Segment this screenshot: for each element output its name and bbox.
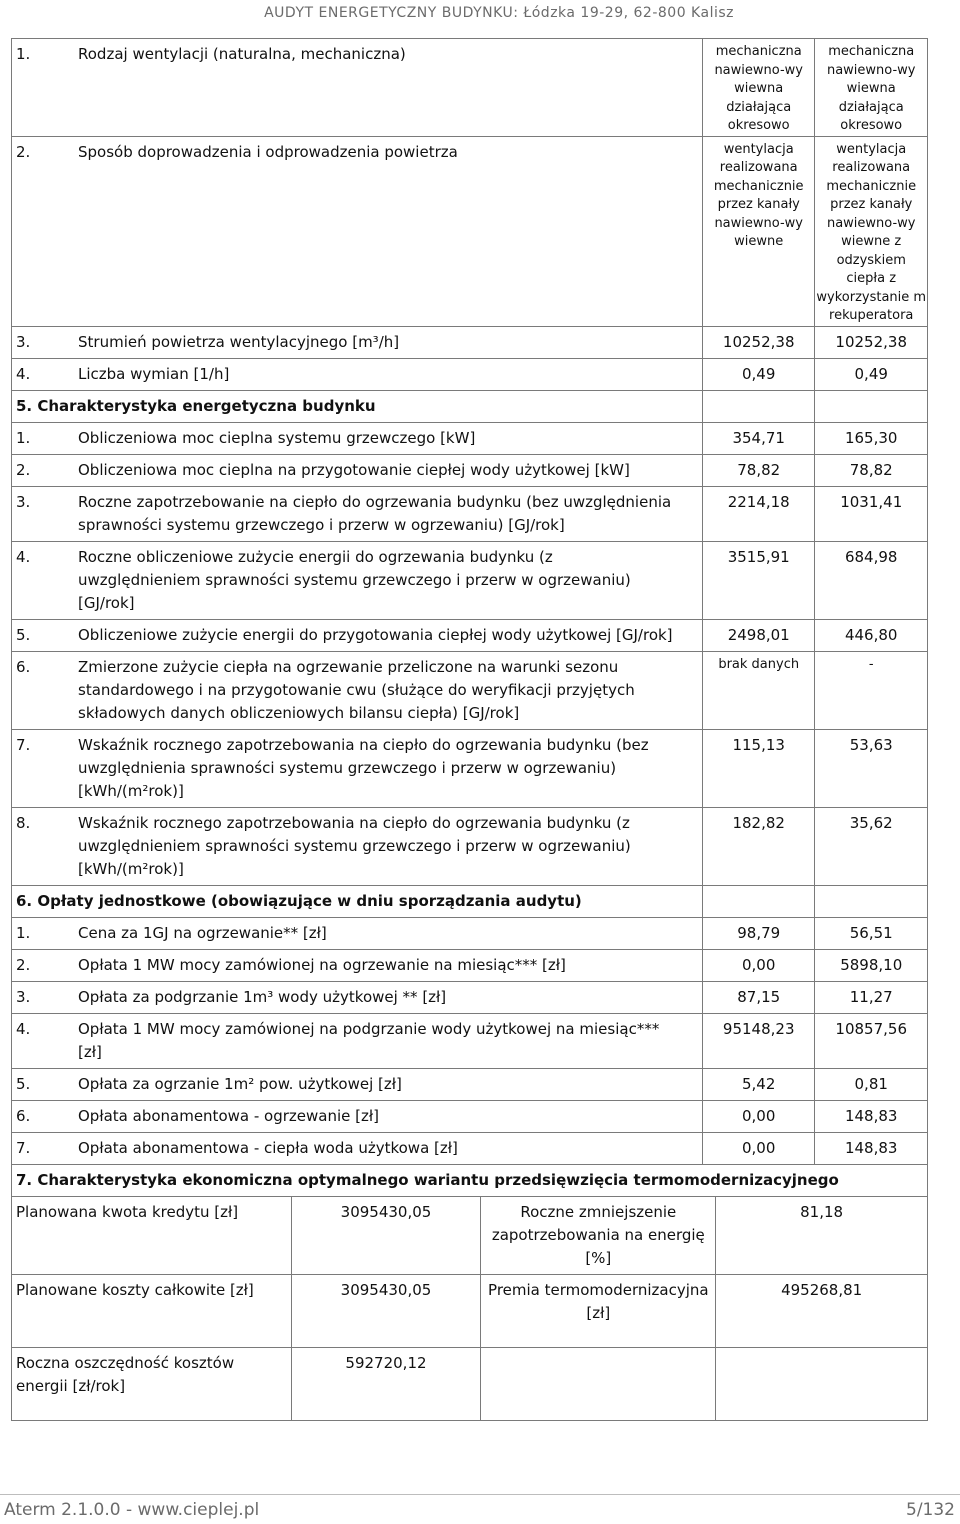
econ-label (481, 1348, 716, 1421)
value-optimal: - (815, 651, 928, 729)
economic-table (11, 1196, 928, 1421)
table-row (12, 136, 928, 326)
row-label-cell (12, 729, 703, 807)
row-label-cell (12, 454, 703, 486)
row-number: 1. (16, 923, 31, 942)
row-number: 1. (16, 45, 31, 63)
row-number: 2. (16, 142, 31, 161)
section-row (12, 1164, 928, 1196)
value-current: 115,13 (702, 729, 814, 807)
value-current: 10252,38 (702, 326, 814, 358)
section-row (12, 885, 928, 917)
row-label-cell (12, 1132, 703, 1164)
section-row (12, 390, 928, 422)
row-label: Zmierzone zużycie ciepła na ogrzewanie przeliczone na warunki sezonu standardowego i na przygotowanie cwu (służące do weryfikacji przyjętych składowych danych obliczeniowych bilansu ciepła) [GJ/rok] (78, 657, 635, 722)
value-current: 354,71 (702, 422, 814, 454)
row-label-cell (12, 619, 703, 651)
row-label: Rodzaj wentylacji (naturalna, mechaniczna) (78, 45, 406, 63)
empty-cell (815, 885, 928, 917)
row-label: Sposób doprowadzenia i odprowadzenia powietrza (78, 142, 458, 161)
row-label-cell (12, 136, 703, 326)
value-current: 0,49 (702, 358, 814, 390)
row-label: Obliczeniowa moc cieplna systemu grzewczego [kW] (78, 428, 476, 447)
row-number: 6. (16, 1106, 31, 1125)
row-number: 2. (16, 460, 31, 479)
value-current: 0,00 (702, 1132, 814, 1164)
value-current: 2214,18 (702, 486, 814, 541)
value-optimal: 148,83 (815, 1100, 928, 1132)
econ-value: 3095430,05 (291, 1275, 481, 1348)
value-optimal: 446,80 (815, 619, 928, 651)
value-optimal: wentylacja realizowana mechanicznie przez kanały nawiewno-wy wiewne z odzyskiem ciepła z wykorzystanie m rekuperatora (815, 136, 928, 326)
row-label-cell (12, 1068, 703, 1100)
value-optimal: 148,83 (815, 1132, 928, 1164)
econ-label: Planowana kwota kredytu [zł] (12, 1197, 292, 1275)
econ-value: 592720,12 (291, 1348, 481, 1421)
econ-value (716, 1348, 928, 1421)
value-current: 87,15 (702, 981, 814, 1013)
row-label-cell (12, 39, 703, 137)
row-label: Wskaźnik rocznego zapotrzebowania na ciepło do ogrzewania budynku (z uwzględnieniem sprawności systemu grzewczego i przerw w ogrzewaniu) [kWh/(m²rok)] (78, 813, 631, 878)
row-number: 5. (16, 1074, 31, 1093)
value-optimal: 56,51 (815, 917, 928, 949)
table-row (12, 39, 928, 137)
row-number: 6. (16, 657, 31, 676)
value-optimal: mechaniczna nawiewno-wy wiewna działająca okresowo (815, 39, 928, 137)
row-label: Opłata 1 MW mocy zamówionej na podgrzanie wody użytkowej na miesiąc*** [zł] (78, 1019, 660, 1061)
value-optimal: 35,62 (815, 807, 928, 885)
value-current: mechaniczna nawiewno-wy wiewna działająca okresowo (702, 39, 814, 137)
value-optimal: 10252,38 (815, 326, 928, 358)
econ-label: Planowane koszty całkowite [zł] (12, 1275, 292, 1348)
row-label-cell (12, 917, 703, 949)
table-row (12, 541, 928, 619)
value-current: 0,00 (702, 949, 814, 981)
row-label-cell (12, 981, 703, 1013)
value-current: 182,82 (702, 807, 814, 885)
table-row (12, 651, 928, 729)
value-optimal: 684,98 (815, 541, 928, 619)
row-number: 3. (16, 987, 31, 1006)
econ-value: 81,18 (716, 1197, 928, 1275)
section-title-economic: 7. Charakterystyka ekonomiczna optymalnego wariantu przedsięwzięcia termomodernizacyjnego (12, 1164, 928, 1196)
row-label-cell (12, 326, 703, 358)
table-row (12, 326, 928, 358)
row-label-cell (12, 541, 703, 619)
table-row (12, 422, 928, 454)
row-number: 4. (16, 547, 31, 566)
table-row (12, 807, 928, 885)
row-label-cell (12, 1013, 703, 1068)
row-label: Obliczeniowa moc cieplna na przygotowanie ciepłej wody użytkowej [kW] (78, 460, 630, 479)
value-current: 5,42 (702, 1068, 814, 1100)
econ-label: Roczna oszczędność kosztów energii [zł/rok] (12, 1348, 292, 1421)
row-number: 5. (16, 625, 31, 644)
row-number: 7. (16, 1138, 31, 1157)
table-row (12, 619, 928, 651)
table-row (12, 729, 928, 807)
section-title-fees: 6. Opłaty jednostkowe (obowiązujące w dniu sporządzania audytu) (12, 885, 703, 917)
row-label-cell (12, 1100, 703, 1132)
table-row (12, 981, 928, 1013)
econ-value: 495268,81 (716, 1275, 928, 1348)
row-label: Roczne obliczeniowe zużycie energii do ogrzewania budynku (z uwzględnieniem sprawności systemu grzewczego i przerw w ogrzewaniu) [GJ/rok] (78, 547, 631, 612)
value-current: 98,79 (702, 917, 814, 949)
row-number: 1. (16, 428, 31, 447)
value-optimal: 53,63 (815, 729, 928, 807)
row-number: 2. (16, 955, 31, 974)
row-number: 7. (16, 735, 31, 754)
table-row (12, 454, 928, 486)
footer-divider (0, 1494, 960, 1495)
value-current: 95148,23 (702, 1013, 814, 1068)
row-label: Roczne zapotrzebowanie na ciepło do ogrzewania budynku (bez uwzględnienia sprawności systemu grzewczego i przerw w ogrzewaniu) [GJ/rok] (78, 492, 672, 534)
row-label: Opłata abonamentowa - ogrzewanie [zł] (78, 1106, 379, 1125)
value-optimal: 11,27 (815, 981, 928, 1013)
value-current: 0,00 (702, 1100, 814, 1132)
row-label-cell (12, 651, 703, 729)
row-label-cell (12, 358, 703, 390)
table-row (12, 917, 928, 949)
table-row (12, 1132, 928, 1164)
value-current: 3515,91 (702, 541, 814, 619)
value-optimal: 10857,56 (815, 1013, 928, 1068)
empty-cell (815, 390, 928, 422)
row-label: Opłata za podgrzanie 1m³ wody użytkowej ** [zł] (78, 987, 447, 1006)
table-row (12, 358, 928, 390)
value-optimal: 78,82 (815, 454, 928, 486)
row-label-cell (12, 807, 703, 885)
econ-value: 3095430,05 (291, 1197, 481, 1275)
row-number: 3. (16, 492, 31, 511)
row-number: 4. (16, 1019, 31, 1038)
row-label: Wskaźnik rocznego zapotrzebowania na ciepło do ogrzewania budynku (bez uwzględnienia sprawności systemu grzewczego i przerw w ogrzewaniu) [kWh/(m²rok)] (78, 735, 649, 800)
value-optimal: 0,81 (815, 1068, 928, 1100)
row-label-cell (12, 486, 703, 541)
row-label: Strumień powietrza wentylacyjnego [m³/h] (78, 332, 400, 351)
economic-row (12, 1275, 928, 1348)
value-optimal: 165,30 (815, 422, 928, 454)
table-row (12, 1013, 928, 1068)
header-title: AUDYT ENERGETYCZNY BUDYNKU: Łódzka 19-29, 62-800 Kalisz (264, 5, 734, 21)
footer-left: Aterm 2.1.0.0 - www.cieplej.pl (4, 1500, 260, 1520)
row-label: Opłata abonamentowa - ciepła woda użytkowa [zł] (78, 1138, 458, 1157)
row-label-cell (12, 422, 703, 454)
econ-label: Premia termomodernizacyjna [zł] (481, 1275, 716, 1348)
table-row (12, 486, 928, 541)
value-current: 2498,01 (702, 619, 814, 651)
row-label: Opłata za ogrzanie 1m² pow. użytkowej [zł] (78, 1074, 402, 1093)
economic-row (12, 1348, 928, 1421)
table-row (12, 1068, 928, 1100)
econ-label: Roczne zmniejszenie zapotrzebowania na energię [%] (481, 1197, 716, 1275)
empty-cell (702, 390, 814, 422)
audit-table (11, 38, 928, 1197)
row-label: Obliczeniowe zużycie energii do przygotowania ciepłej wody użytkowej [GJ/rok] (78, 625, 673, 644)
row-label: Liczba wymian [1/h] (78, 364, 230, 383)
page-number: 5/132 (906, 1500, 955, 1520)
table-row (12, 949, 928, 981)
row-label: Cena za 1GJ na ogrzewanie** [zł] (78, 923, 327, 942)
value-optimal: 0,49 (815, 358, 928, 390)
row-number: 3. (16, 332, 31, 351)
row-label: Opłata 1 MW mocy zamówionej na ogrzewanie na miesiąc*** [zł] (78, 955, 566, 974)
empty-cell (702, 885, 814, 917)
row-label-cell (12, 949, 703, 981)
value-optimal: 1031,41 (815, 486, 928, 541)
value-current: brak danych (702, 651, 814, 729)
row-number: 8. (16, 813, 31, 832)
value-current: wentylacja realizowana mechanicznie przez kanały nawiewno-wy wiewne (702, 136, 814, 326)
economic-row (12, 1197, 928, 1275)
row-number: 4. (16, 364, 31, 383)
table-row (12, 1100, 928, 1132)
value-optimal: 5898,10 (815, 949, 928, 981)
value-current: 78,82 (702, 454, 814, 486)
page-header (0, 0, 960, 28)
section-title-energy: 5. Charakterystyka energetyczna budynku (12, 390, 703, 422)
